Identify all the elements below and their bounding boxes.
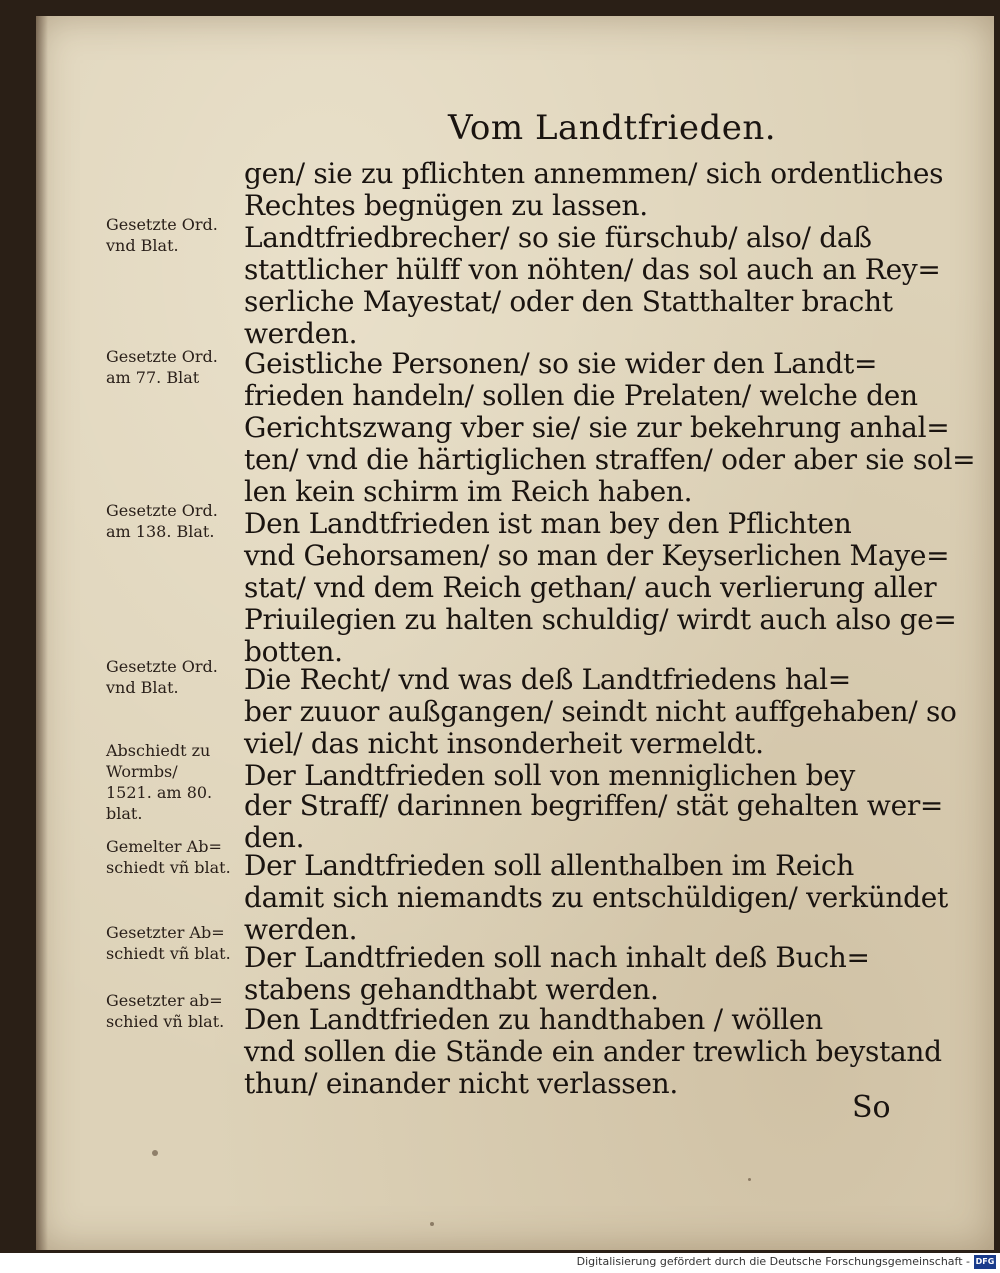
paper-speck [152,1150,158,1156]
body-line: der Straff/ darinnen begriffen/ stät gehalten wer= [244,789,944,822]
body-line: botten. [244,635,343,668]
body-line: frieden handeln/ sollen die Prelaten/ welche den [244,379,918,412]
marginal-note: Abschiedt zu Wormbs/ 1521. am 80. blat. [106,741,213,823]
body-line: Der Landtfrieden soll von menniglichen bey [244,759,856,792]
body-line: vnd Gehorsamen/ so man der Keyserlichen Maye= [244,539,950,572]
body-line: ten/ vnd die härtiglichen straffen/ oder aber sie sol= [244,443,976,476]
body-line: werden. [244,913,358,946]
body-line: serliche Mayestat/ oder den Statthalter bracht [244,285,893,318]
body-line: Der Landtfrieden soll allenthalben im Reich [244,849,854,882]
page-spine-shadow [36,16,48,1250]
body-line: stattlicher hülff von nöhten/ das sol auch an Rey= [244,253,941,286]
catchword: So [852,1090,891,1125]
body-line: damit sich niemandts zu entschüldigen/ verkündet [244,881,949,914]
marginal-note: Gemelter Ab= schiedt vñ blat. [106,837,231,877]
footer-credit: Digitalisierung gefördert durch die Deutsche Forschungsgemeinschaft - [576,1255,970,1268]
marginal-note: Gesetzte Ord. vnd Blat. [106,657,218,697]
running-head: Vom Landtfrieden. [448,108,777,148]
body-line: werden. [244,317,358,350]
marginal-note: Gesetzte Ord. am 138. Blat. [106,501,218,541]
body-line: thun/ einander nicht verlassen. [244,1067,678,1100]
marginal-note: Gesetzte Ord. vnd Blat. [106,215,218,255]
body-line: Den Landtfrieden zu handthaben / wöllen [244,1003,823,1036]
body-line: Gerichtszwang vber sie/ sie zur bekehrung anhal= [244,411,950,444]
body-line: Der Landtfrieden soll nach inhalt deß Buch= [244,941,870,974]
body-line: viel/ das nicht insonderheit vermeldt. [244,727,764,760]
body-line: den. [244,821,305,854]
body-line: stabens gehandthabt werden. [244,973,659,1006]
body-line: len kein schirm im Reich haben. [244,475,693,508]
marginal-note: Gesetzter ab= schied vñ blat. [106,991,225,1031]
body-line: Die Recht/ vnd was deß Landtfriedens hal= [244,663,851,696]
body-line: gen/ sie zu pflichten annemmen/ sich ordentliches [244,157,944,190]
marginal-note: Gesetzte Ord. am 77. Blat [106,347,218,387]
body-line: ber zuuor außgangen/ seindt nicht auffgehaben/ so [244,695,957,728]
body-line: Geistliche Personen/ so sie wider den Landt= [244,347,878,380]
paper-speck [748,1178,751,1181]
body-line: Priuilegien zu halten schuldig/ wirdt auch also ge= [244,603,957,636]
paper-speck [430,1222,434,1226]
marginal-note: Gesetzter Ab= schiedt vñ blat. [106,923,231,963]
body-line: vnd sollen die Stände ein ander trewlich beystand [244,1035,942,1068]
body-line: Rechtes begnügen zu lassen. [244,189,648,222]
dfg-logo: DFG [974,1255,996,1269]
body-line: Den Landtfrieden ist man bey den Pflichten [244,507,852,540]
body-line: stat/ vnd dem Reich gethan/ auch verlierung aller [244,571,937,604]
body-line: Landtfriedbrecher/ so sie fürschub/ also/ daß [244,221,872,254]
